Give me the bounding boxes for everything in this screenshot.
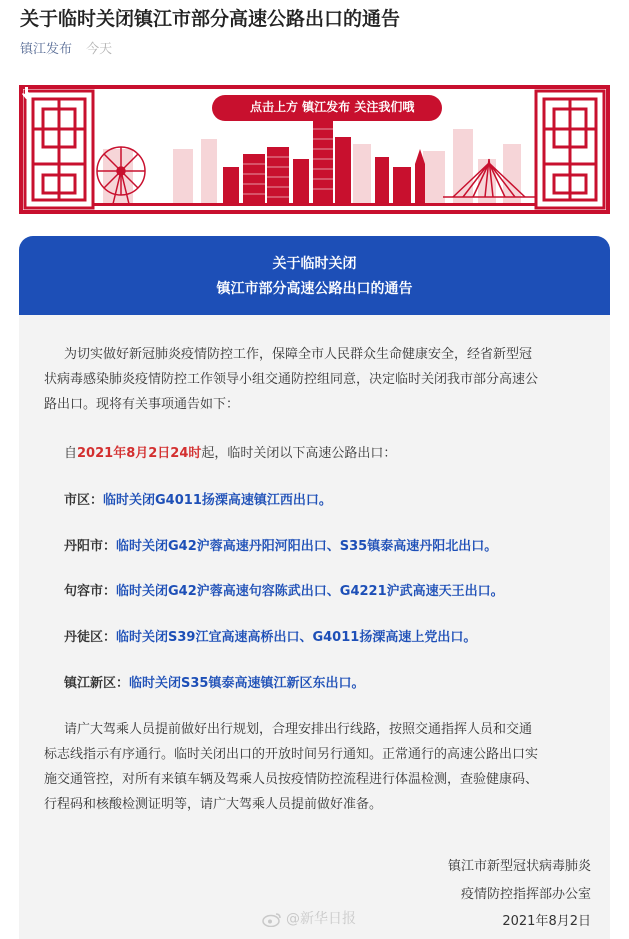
closure-text: 临时关闭G4011扬溧高速镇江西出口。 [103, 493, 332, 508]
closure-item [64, 491, 332, 511]
closure-area: 丹阳市： [64, 539, 117, 554]
notice-date: 2021年8月2日 [502, 914, 591, 929]
intro-paragraph [44, 342, 600, 417]
closure-item [64, 674, 364, 694]
closure-text: 临时关闭G42沪蓉高速句容陈武出口、G4221沪武高速天王出口。 [116, 584, 504, 599]
closing-line: 标志线指示有序通行。临时关闭出口的开放时间另行通知。正常通行的高速公路出口实 [44, 747, 539, 762]
closing-line: 行程码和核酸检测证明等，请广大驾乘人员提前做好准备。 [44, 797, 383, 812]
header-banner [19, 85, 610, 214]
intro-line: 为切实做好新冠肺炎疫情防控工作，保障全市人民群众生命健康安全，经省新型冠 [64, 347, 533, 362]
closure-item [64, 582, 504, 602]
closing-paragraph [44, 717, 600, 817]
intro-line: 路出口。现将有关事项通告如下： [44, 397, 240, 412]
right-lattice-decoration [536, 91, 604, 208]
article-title: 关于临时关闭镇江市部分高速公路出口的通告 [20, 8, 401, 30]
signature-line1: 镇江市新型冠状病毒肺炎 [447, 859, 591, 874]
article-source-link[interactable]: 镇江发布 [20, 42, 73, 57]
closure-area: 丹徒区： [64, 630, 117, 645]
article-time: 今天 [86, 42, 113, 57]
start-prefix: 自 [64, 446, 78, 461]
left-lattice-decoration [25, 91, 93, 208]
signature-line2: 疫情防控指挥部办公室 [460, 887, 591, 902]
closure-text: 临时关闭S35镇泰高速镇江新区东出口。 [129, 676, 365, 691]
closing-line: 请广大驾乘人员提前做好出行规划，合理安排出行线路，按照交通指挥人员和交通 [64, 722, 533, 737]
closing-line: 施交通管控，对所有来镇车辆及驾乘人员按疫情防控流程进行体温检测，查验健康码、 [44, 772, 539, 787]
follow-us-text: 点击上方 镇江发布 关注我们哦 [250, 100, 415, 114]
notice-heading-line1: 关于临时关闭 [272, 256, 357, 272]
notice-heading-line2: 镇江市部分高速公路出口的通告 [216, 281, 413, 297]
start-suffix: 起，临时关闭以下高速公路出口： [201, 446, 397, 461]
weibo-icon [262, 912, 282, 927]
start-date: 2021年8月2日24时 [77, 446, 202, 461]
closure-area: 镇江新区： [64, 676, 130, 691]
closure-text: 临时关闭S39江宜高速高桥出口、G4011扬溧高速上党出口。 [116, 630, 477, 645]
closure-text: 临时关闭G42沪蓉高速丹阳河阳出口、S35镇泰高速丹阳北出口。 [116, 539, 498, 554]
notice-header [19, 236, 610, 315]
watermark-text: @新华日报 [286, 911, 356, 927]
closure-area: 市区： [64, 493, 104, 508]
closure-item [64, 628, 476, 648]
pointer-hand-icon [19, 85, 35, 101]
start-time-line [64, 444, 396, 464]
closure-area: 句容市： [64, 584, 117, 599]
article-meta [20, 41, 112, 59]
closure-item [64, 537, 497, 557]
intro-line: 状病毒感染肺炎疫情防控工作领导小组交通防控组同意，决定临时关闭我市部分高速公 [44, 372, 539, 387]
